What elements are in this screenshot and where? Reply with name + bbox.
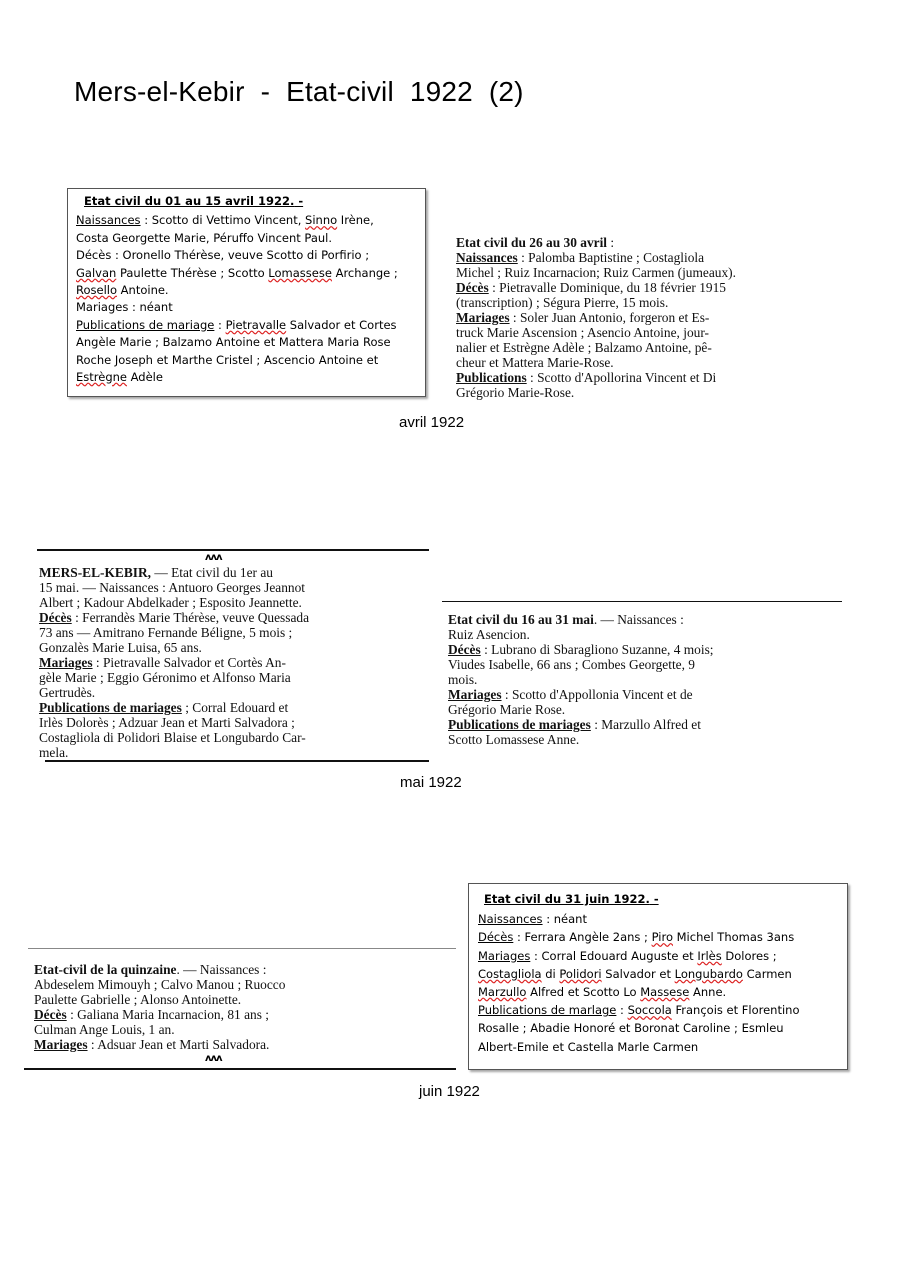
clip-line: Irlès Dolorès ; Adzuar Jean et Marti Salvadora ; bbox=[39, 715, 295, 730]
caption-april: avril 1922 bbox=[399, 414, 465, 431]
clip-line: Décès : Pietravalle Dominique, du 18 février 1915 bbox=[456, 280, 726, 295]
typed-line: Marzullo Alfred et Scotto Lo Massese Anne. bbox=[478, 985, 727, 1000]
typed-line: Costa Georgette Marie, Péruffo Vincent Paul. bbox=[76, 230, 333, 245]
clip-line: cheur et Mattera Marie-Rose. bbox=[456, 355, 614, 370]
clip-line: Mariages : Scotto d'Appollonia Vincent et de bbox=[448, 687, 693, 702]
typed-line: Décès : Oronello Thérèse, veuve Scotto di Porfirio ; bbox=[76, 248, 370, 263]
typed-line: Albert-Emile et Castella Marle Carmen bbox=[478, 1039, 699, 1054]
ornament-icon: ᴧᴧᴧ bbox=[205, 1053, 222, 1064]
clip-line: Paulette Gabrielle ; Alonso Antoinette. bbox=[34, 992, 242, 1007]
typed-line: Galvan Paulette Thérèse ; Scotto Lomassese Archange ; bbox=[76, 265, 398, 280]
typed-line: Angèle Marie ; Balzamo Antoine et Mattera Maria Rose bbox=[76, 335, 391, 350]
may-right-body bbox=[448, 612, 836, 747]
typed-line: Naissances : Scotto di Vettimo Vincent, Sinno Irène, bbox=[76, 213, 374, 228]
clip-line: Décès : Lubrano di Sbaragliono Suzanne, 4 mois; bbox=[448, 642, 714, 657]
clip-line: (transcription) ; Ségura Pierre, 15 mois. bbox=[456, 295, 669, 310]
clip-line: Gonzalès Marie Luisa, 65 ans. bbox=[39, 640, 202, 655]
clip-line: Publications de mariages ; Corral Edouard et bbox=[39, 700, 289, 715]
typed-line: Costagliola di Polidori Salvador et Longubardo Carmen bbox=[478, 966, 792, 981]
clip-line: Costagliola di Polidori Blaise et Longubardo Car- bbox=[39, 730, 306, 745]
april-clip-body bbox=[456, 235, 833, 400]
june-clip-top-rule bbox=[28, 948, 456, 949]
caption-june: juin 1922 bbox=[419, 1083, 480, 1100]
clip-line: Publications de mariages : Marzullo Alfred et bbox=[448, 717, 701, 732]
typed-line: Publications de marlage : Soccola François et Florentino bbox=[478, 1003, 800, 1018]
clip-line: Etat-civil de la quinzaine. — Naissances : bbox=[34, 962, 267, 977]
typed-line: Mariages : Corral Edouard Auguste et Irlès Dolores ; bbox=[478, 948, 777, 963]
typed-line: Publications de mariage : Pietravalle Salvador et Cortes bbox=[76, 317, 397, 332]
ornament-icon: ᴧᴧᴧ bbox=[205, 552, 222, 563]
typed-line: Roche Joseph et Marthe Cristel ; Ascencio Antoine et bbox=[76, 352, 379, 367]
typed-line: Naissances : néant bbox=[478, 912, 587, 927]
caption-may: mai 1922 bbox=[400, 774, 462, 791]
june-typed-box bbox=[468, 883, 848, 1070]
may-newspaper-clipping-right bbox=[442, 610, 842, 755]
clip-line: Abdeselem Mimouyh ; Calvo Manou ; Ruocco bbox=[34, 977, 286, 992]
clip-line: Naissances : Palomba Baptistine ; Costagliola bbox=[456, 250, 705, 265]
june-clip-body bbox=[34, 962, 450, 1052]
june-clip-bottom-rule bbox=[24, 1068, 456, 1070]
may-left-body bbox=[39, 565, 427, 760]
clip-line: gèle Marie ; Eggio Géronimo et Alfonso Maria bbox=[39, 670, 291, 685]
clip-line: MERS-EL-KEBIR, — Etat civil du 1er au bbox=[39, 565, 273, 580]
clip-line: Mariages : Adsuar Jean et Marti Salvadora. bbox=[34, 1037, 270, 1052]
clip-line: Grégorio Marie Rose. bbox=[448, 702, 566, 717]
clip-line: Gertrudès. bbox=[39, 685, 96, 700]
clip-line: Décès : Ferrandès Marie Thérèse, veuve Quessada bbox=[39, 610, 310, 625]
typed-line: Mariages : néant bbox=[76, 300, 173, 315]
typed-line: Estrègne Adèle bbox=[76, 370, 163, 385]
june-box-body bbox=[478, 910, 838, 1056]
clip-line: Etat civil du 16 au 31 mai. — Naissances : bbox=[448, 612, 684, 627]
clip-line: mois. bbox=[448, 672, 478, 687]
clip-line: Albert ; Kadour Abdelkader ; Esposito Jeannette. bbox=[39, 595, 302, 610]
typed-line: Décès : Ferrara Angèle 2ans ; Piro Michel Thomas 3ans bbox=[478, 930, 795, 945]
june-box-heading: Etat civil du 31 juin 1922. - bbox=[484, 892, 659, 906]
clip-line: mela. bbox=[39, 745, 69, 760]
typed-line: Rosalle ; Abadie Honoré et Boronat Caroline ; Esmleu bbox=[478, 1021, 784, 1036]
may-left-top-rule bbox=[37, 549, 429, 551]
clip-line: 73 ans — Amitrano Fernande Béligne, 5 mois ; bbox=[39, 625, 293, 640]
clip-line: Grégorio Marie-Rose. bbox=[456, 385, 575, 400]
clip-line: Décès : Galiana Maria Incarnacion, 81 ans ; bbox=[34, 1007, 269, 1022]
clip-line: 15 mai. — Naissances : Antuoro Georges Jeannot bbox=[39, 580, 306, 595]
clip-line: Ruiz Asencion. bbox=[448, 627, 530, 642]
clip-line: nalier et Estrègne Adèle ; Balzamo Antoine, pê- bbox=[456, 340, 712, 355]
may-right-top-rule bbox=[442, 601, 842, 602]
april-box-heading: Etat civil du 01 au 15 avril 1922. - bbox=[84, 194, 304, 208]
page-title: Mers-el-Kebir - Etat-civil 1922 (2) bbox=[74, 76, 524, 107]
clip-line: Culman Ange Louis, 1 an. bbox=[34, 1022, 175, 1037]
clip-line: Michel ; Ruiz Incarnacion; Ruiz Carmen (jumeaux). bbox=[456, 265, 736, 280]
typed-line: Rosello Antoine. bbox=[76, 283, 169, 298]
april-box-body bbox=[76, 212, 417, 386]
clip-line: Scotto Lomassese Anne. bbox=[448, 732, 580, 747]
may-left-bottom-rule bbox=[45, 760, 429, 762]
may-newspaper-clipping-left bbox=[37, 563, 429, 760]
april-newspaper-clipping bbox=[452, 233, 837, 400]
clip-line: truck Marie Ascension ; Asencio Antoine, jour- bbox=[456, 325, 709, 340]
june-newspaper-clipping bbox=[28, 960, 456, 1052]
clip-line: Mariages : Pietravalle Salvador et Cortès An- bbox=[39, 655, 286, 670]
clip-line: Mariages : Soler Juan Antonio, forgeron et Es- bbox=[456, 310, 710, 325]
clip-line: Viudes Isabelle, 66 ans ; Combes Georgette, 9 bbox=[448, 657, 695, 672]
april-typed-box bbox=[67, 188, 426, 397]
clip-line: Publications : Scotto d'Apollorina Vincent et Di bbox=[456, 370, 717, 385]
clip-line: Etat civil du 26 au 30 avril : bbox=[456, 235, 615, 250]
